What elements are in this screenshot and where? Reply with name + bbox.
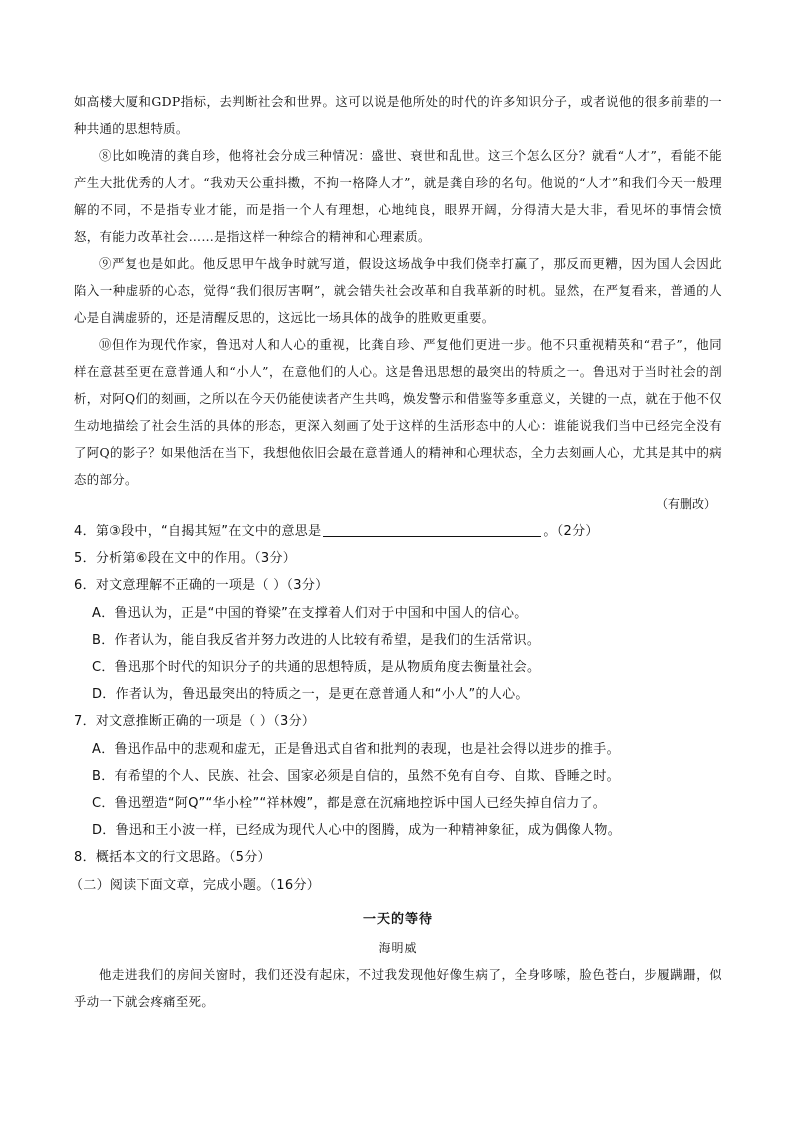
- question-7-option-a: A．鲁迅作品中的悲观和虚无，正是鲁迅式自省和批判的表现，也是社会得以进步的推手。: [92, 741, 620, 757]
- section-2-heading: （二）阅读下面文章，完成小题。（16分）: [70, 877, 321, 893]
- question-6-option-c: C．鲁迅那个时代的知识分子的共通的思想特质，是从物质角度去衡量社会。: [92, 660, 541, 676]
- question-6-option-b: B．作者认为，能自我反省并努力改进的人比较有希望，是我们的生活常识。: [92, 632, 541, 648]
- question-6: 6．对文意理解不正确的一项是（ ）（3分）: [74, 578, 329, 594]
- question-4-score: 。（2分）: [543, 524, 599, 539]
- question-7: 7．对文意推断正确的一项是（ ）（3分）: [74, 714, 316, 730]
- question-8: 8．概括本文的行文思路。（5分）: [74, 850, 271, 866]
- question-6-option-d: D．作者认为，鲁迅最突出的特质之一，是更在意普通人和“小人”的人心。: [92, 687, 529, 703]
- question-7-option-d: D．鲁迅和王小波一样，已经成为现代人心中的图腾，成为一种精神象征，成为偶像人物。: [92, 823, 622, 839]
- question-4: [74, 518, 722, 545]
- passage-paragraph-10: ⑩但作为现代作家，鲁迅对人和人心的重视，比龚自珍、严复他们更进一步。他不只重视精英和“君子”，他同样在意甚至更在意普通人和“小人”，在意他们的人心。这是鲁迅思想的最突出的特质之一。鲁迅对于当时社会的剖析，对阿Q们的刻画，之所以在今天仍能使读者产生共鸣，焕发警示和借鉴等多重意义，关键的一点，就在于他不仅生动地描绘了社会生活的具体的形态，更深入刻画了处于这样的生活形态中的人心：谁能说我们当中已经完全没有了阿Q的影子？如果他活在当下，我想他依旧会最在意普通人的精神和心理状态，全力去刻画人心，尤其是其中的病态的部分。: [74, 337, 722, 487]
- story-author: 海明威: [378, 940, 418, 955]
- story-paragraph-1: 他走进我们的房间关窗时，我们还没有起床，不过我发现他好像生病了，全身哆嗦，脸色苍白，步履蹒跚，似乎动一下就会疼痛至死。: [74, 966, 722, 1009]
- passage-paragraph-8: ⑧比如晚清的龚自珍，他将社会分成三种情况：盛世、衰世和乱世。这三个怎么区分？就看“人才”，看能不能产生大批优秀的人才。“我劝天公重抖擞，不拘一格降人才”，就是龚自珍的名句。他说的“人才”和我们今天一般理解的不同，不是指专业才能，而是指一个人有理想，心地纯良，眼界开阔，分得清大是大非，看见坏的事情会愤怒，有能力改革社会……是指这样一种综合的精神和心理素质。: [74, 148, 722, 244]
- question-7-option-b: B．有希望的个人、民族、社会、国家必须是自信的，虽然不免有自夸、自欺、昏睡之时。: [92, 768, 620, 784]
- question-6-option-a: A．鲁迅认为，正是“中国的脊梁”在支撑着人们对于中国和中国人的信心。: [92, 605, 528, 621]
- question-4-text: 4．第③段中，“自揭其短”在文中的意思是: [74, 524, 322, 539]
- story-title: 一天的等待: [362, 911, 433, 927]
- question-5: 5．分析第⑥段在文中的作用。（3分）: [74, 551, 297, 567]
- answer-blank[interactable]: [323, 522, 541, 537]
- question-7-option-c: C．鲁迅塑造“阿Q”“华小栓”“祥林嫂”，都是意在沉痛地控诉中国人已经失掉自信力了。: [92, 796, 607, 812]
- source-note: （有删改）: [655, 497, 716, 511]
- passage-paragraph-continued: 如高楼大厦和GDP指标，去判断社会和世界。这可以说是他所处的时代的许多知识分子，或者说他的很多前辈的一种共通的思想特质。: [74, 94, 722, 136]
- passage-paragraph-9: ⑨严复也是如此。他反思甲午战争时就写道，假设这场战争中我们侥幸打赢了，那反而更糟，因为国人会因此陷入一种虚骄的心态，觉得“我们很厉害啊”，就会错失社会改革和自我革新的时机。显然，在严复看来，普通的人心是自满虚骄的，还是清醒反思的，这远比一场具体的战争的胜败更重要。: [74, 256, 722, 325]
